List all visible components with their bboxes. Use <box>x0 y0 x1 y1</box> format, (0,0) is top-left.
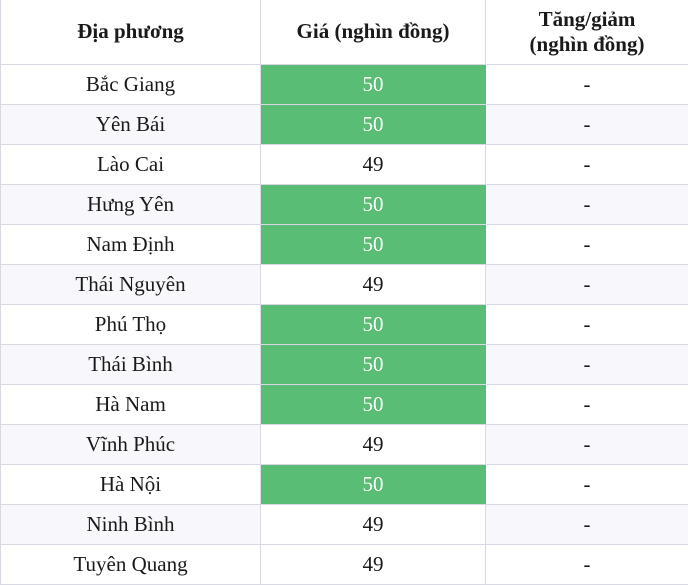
cell-locality: Bắc Giang <box>1 65 261 105</box>
cell-locality: Hà Nội <box>1 465 261 505</box>
column-header-price-label: Giá (nghìn đồng) <box>267 19 479 44</box>
cell-change: - <box>486 185 688 225</box>
cell-price: 49 <box>261 425 486 465</box>
cell-price: 49 <box>261 545 486 585</box>
cell-locality: Hà Nam <box>1 385 261 425</box>
cell-change: - <box>486 265 688 305</box>
cell-locality: Thái Nguyên <box>1 265 261 305</box>
cell-price: 50 <box>261 185 486 225</box>
table-row <box>1 345 688 385</box>
cell-price: 49 <box>261 505 486 545</box>
cell-price: 50 <box>261 65 486 105</box>
cell-locality: Yên Bái <box>1 105 261 145</box>
cell-change: - <box>486 305 688 345</box>
cell-change: - <box>486 505 688 545</box>
cell-locality: Thái Bình <box>1 345 261 385</box>
cell-change: - <box>486 65 688 105</box>
cell-price: 49 <box>261 265 486 305</box>
cell-price: 50 <box>261 465 486 505</box>
cell-price: 49 <box>261 145 486 185</box>
cell-change: - <box>486 225 688 265</box>
cell-change: - <box>486 385 688 425</box>
cell-price: 50 <box>261 385 486 425</box>
cell-locality: Vĩnh Phúc <box>1 425 261 465</box>
table-row <box>1 385 688 425</box>
column-header-change-sublabel: (nghìn đồng) <box>492 32 682 57</box>
cell-price: 50 <box>261 225 486 265</box>
cell-price: 50 <box>261 305 486 345</box>
cell-locality: Nam Định <box>1 225 261 265</box>
cell-locality: Phú Thọ <box>1 305 261 345</box>
column-header-change <box>486 0 688 65</box>
column-header-change-label: Tăng/giảm <box>492 7 682 32</box>
cell-locality: Hưng Yên <box>1 185 261 225</box>
cell-price: 50 <box>261 345 486 385</box>
cell-price: 50 <box>261 105 486 145</box>
cell-locality: Tuyên Quang <box>1 545 261 585</box>
table-row <box>1 265 688 305</box>
cell-change: - <box>486 105 688 145</box>
table-row <box>1 185 688 225</box>
table-row <box>1 465 688 505</box>
table-row <box>1 105 688 145</box>
table-body <box>1 65 688 585</box>
cell-change: - <box>486 145 688 185</box>
table-row <box>1 145 688 185</box>
column-header-locality-label: Địa phương <box>7 19 254 44</box>
table-row <box>1 545 688 585</box>
cell-change: - <box>486 465 688 505</box>
table-row <box>1 305 688 345</box>
column-header-locality <box>1 0 261 65</box>
table-row <box>1 505 688 545</box>
table-header <box>1 0 688 65</box>
cell-change: - <box>486 545 688 585</box>
table-row <box>1 225 688 265</box>
cell-change: - <box>486 425 688 465</box>
column-header-price <box>261 0 486 65</box>
table-row <box>1 65 688 105</box>
table-header-row <box>1 0 688 65</box>
cell-change: - <box>486 345 688 385</box>
cell-locality: Lào Cai <box>1 145 261 185</box>
cell-locality: Ninh Bình <box>1 505 261 545</box>
table-row <box>1 425 688 465</box>
